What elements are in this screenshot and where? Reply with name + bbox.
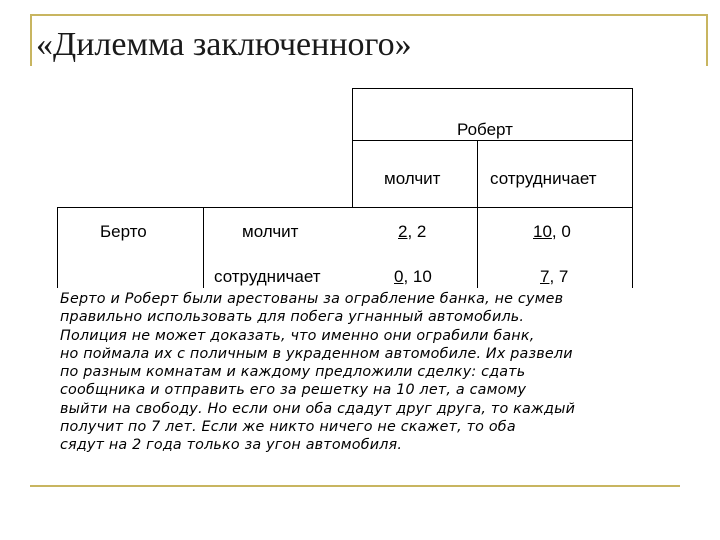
- description-line: Полиция не может доказать, что именно они ограбили банк,: [60, 327, 535, 344]
- payoff-cell-silent-silent: 2, 2: [398, 222, 427, 241]
- matrix-right-border: [632, 88, 633, 288]
- matrix-top-border: [352, 88, 633, 89]
- matrix-label-divider: [203, 207, 204, 288]
- description-line: по разным комнатам и каждому предложили сделку: сдать: [60, 364, 526, 381]
- column-strategy-silent: молчит: [384, 169, 441, 188]
- payoff-cell-cooperates-silent: 0, 10: [394, 267, 432, 286]
- column-strategy-cooperates: сотрудничает: [490, 169, 597, 188]
- description-line: Берто и Роберт были арестованы за ограбление банка, не сумев: [60, 291, 564, 307]
- description-line: но поймала их с поличным в украденном автомобиле. Их развели: [60, 345, 573, 362]
- slide-frame-right-line: [706, 14, 708, 66]
- description-line: получит по 7 лет. Если же никто ничего не скажет, то оба: [60, 419, 516, 436]
- description-line: правильно использовать для побега угнанный автомобиль.: [60, 309, 525, 326]
- slide-frame-top-line: [30, 14, 708, 16]
- matrix-left-border-upper: [352, 88, 353, 208]
- matrix-column-divider: [477, 140, 478, 288]
- row-strategy-cooperates: сотрудничает: [214, 267, 321, 286]
- row-strategy-silent: молчит: [242, 222, 299, 241]
- slide-title: «Дилемма заключенного»: [36, 26, 412, 63]
- matrix-row-divider: [57, 207, 633, 208]
- row-player-label: Берто: [100, 222, 147, 241]
- description-line: выйти на свободу. Но если они оба сдадут друг друга, то каждый: [60, 400, 576, 417]
- slide-frame-bottom-line: [30, 485, 680, 487]
- matrix-left-border: [57, 207, 58, 288]
- description-line: сядут на 2 года только за угон автомобиля.: [60, 437, 403, 454]
- column-player-label: Роберт: [457, 120, 513, 139]
- description-text: [60, 290, 700, 455]
- description-line: сообщника и отправить его за решетку на 10 лет, а самому: [60, 382, 527, 399]
- payoff-cell-cooperates-cooperates: 7, 7: [540, 267, 569, 286]
- slide-frame-left-line: [30, 14, 32, 66]
- matrix-header-divider: [352, 140, 633, 141]
- payoff-cell-silent-cooperates: 10, 0: [533, 222, 571, 241]
